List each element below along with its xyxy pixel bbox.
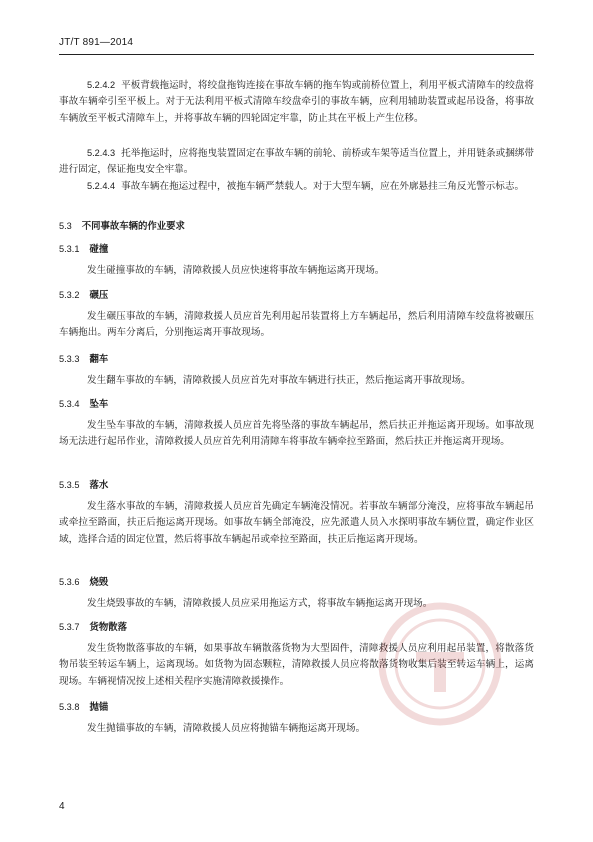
subsection-number: 5.3.5 (59, 480, 80, 490)
subsection-title: 碰撞 (89, 244, 109, 255)
paragraph-5-2-4-2 (59, 77, 534, 127)
clause-text: 托举拖运时，应将拖曳装置固定在事故车辆的前轮、前桥或车架等适当位置上，并用链条或捆绑带进行固定，保证拖曳安全牢靠。 (59, 148, 534, 176)
subsection-heading-5-3-1 (59, 242, 108, 257)
standard-code-header: JT/T 891—2014 (59, 37, 134, 48)
subsection-body-5-3-6: 发生烧毁事故的车辆，清障救援人员应采用拖运方式，将事故车辆拖运离开现场。 (87, 598, 433, 609)
subsection-number: 5.3.7 (59, 622, 80, 632)
subsection-heading-5-3-8 (59, 700, 108, 715)
subsection-body-5-3-3: 发生翻车事故的车辆，清障救援人员应首先对事故车辆进行扶正，然后拖运离开事故现场。 (87, 375, 471, 386)
clause-text: 平板背载拖运时，将绞盘拖钩连接在事故车辆的拖车钩或前桥位置上，利用平板式清障车的绞盘将事故车辆牵引至平板上。对于无法利用平板式清障车绞盘牵引的事故车辆，应利用辅助装置或起吊设备，将事故车辆放至平板式清障车上，并将事故车辆的四轮固定牢靠，防止其在平板上产生位移。 (59, 80, 534, 124)
paragraph-5-2-4-3 (59, 145, 534, 179)
subsection-body-5-3-5: 发生落水事故的车辆，清障救援人员应首先确定车辆淹没情况。若事故车辆部分淹没，应将事故车辆起吊或牵拉至路面，扶正后拖运离开现场。如事故车辆全部淹没，应先派遣人员入水探明事故车辆位置，确定作业区域，选择合适的固定位置，然后将事故车辆起吊或牵拉至路面，扶正后拖运离开现场。 (59, 501, 534, 545)
subsection-title: 落水 (89, 480, 109, 491)
section-heading-5-3 (59, 219, 185, 234)
subsection-heading-5-3-2 (59, 288, 108, 303)
subsection-title: 碾压 (89, 290, 109, 301)
subsection-body-5-3-4: 发生坠车事故的车辆，清障救援人员应首先将坠落的事故车辆起吊，然后扶正并拖运离开现场。如事故现场无法进行起吊作业，清障救援人员应首先利用清障车将事故车辆牵拉至路面，然后扶正并拖运离开现场。 (59, 420, 534, 448)
subsection-heading-5-3-4 (59, 397, 108, 412)
paragraph-5-2-4-4 (59, 178, 534, 195)
subsection-heading-5-3-7 (59, 620, 127, 635)
subsection-title: 翻车 (89, 354, 109, 365)
subsection-heading-5-3-5 (59, 478, 108, 493)
clause-number: 5.2.4.3 (87, 148, 116, 158)
subsection-title: 坠车 (89, 399, 109, 410)
subsection-number: 5.3.8 (59, 702, 80, 712)
subsection-body-5-3-8: 发生抛锚事故的车辆，清障救援人员应将抛锚车辆拖运离开现场。 (87, 723, 366, 734)
subsection-heading-5-3-6 (59, 575, 108, 590)
subsection-number: 5.3.3 (59, 354, 80, 364)
subsection-number: 5.3.2 (59, 290, 80, 300)
header-rule (59, 54, 534, 55)
page-number: 4 (59, 801, 65, 812)
clause-number: 5.2.4.4 (87, 181, 116, 191)
subsection-number: 5.3.6 (59, 577, 80, 587)
clause-number: 5.2.4.2 (87, 80, 116, 90)
subsection-number: 5.3.4 (59, 399, 80, 409)
subsection-title: 烧毁 (89, 577, 109, 588)
watermark-seal-icon (376, 600, 504, 728)
subsection-body-5-3-1: 发生碰撞事故的车辆，清障救援人员应快速将事故车辆拖运离开现场。 (87, 265, 385, 276)
subsection-body-5-3-2: 发生碾压事故的车辆，清障救援人员应首先利用起吊装置将上方车辆起吊，然后利用清障车绞盘将被碾压车辆拖出。两车分离后，分别拖运离开事故现场。 (59, 311, 534, 339)
subsection-heading-5-3-3 (59, 352, 108, 367)
section-title: 不同事故车辆的作业要求 (81, 221, 185, 232)
subsection-title: 抛锚 (89, 702, 109, 713)
subsection-title: 货物散落 (89, 622, 127, 633)
section-number: 5.3 (59, 221, 72, 231)
subsection-number: 5.3.1 (59, 244, 80, 254)
clause-text: 事故车辆在拖运过程中，被拖车辆严禁载人。对于大型车辆，应在外廓悬挂三角反光警示标志。 (121, 181, 525, 192)
subsection-body-5-3-7: 发生货物散落事故的车辆，如果事故车辆散落货物为大型固件，清障救援人员应利用起吊装置，将散落货物吊装至转运车辆上，运离现场。如货物为固态颗粒，清障救援人员应将散落货物收集后装至转运车辆上，运离现场。车辆视情况按上述相关程序实施清障救援操作。 (59, 643, 534, 687)
